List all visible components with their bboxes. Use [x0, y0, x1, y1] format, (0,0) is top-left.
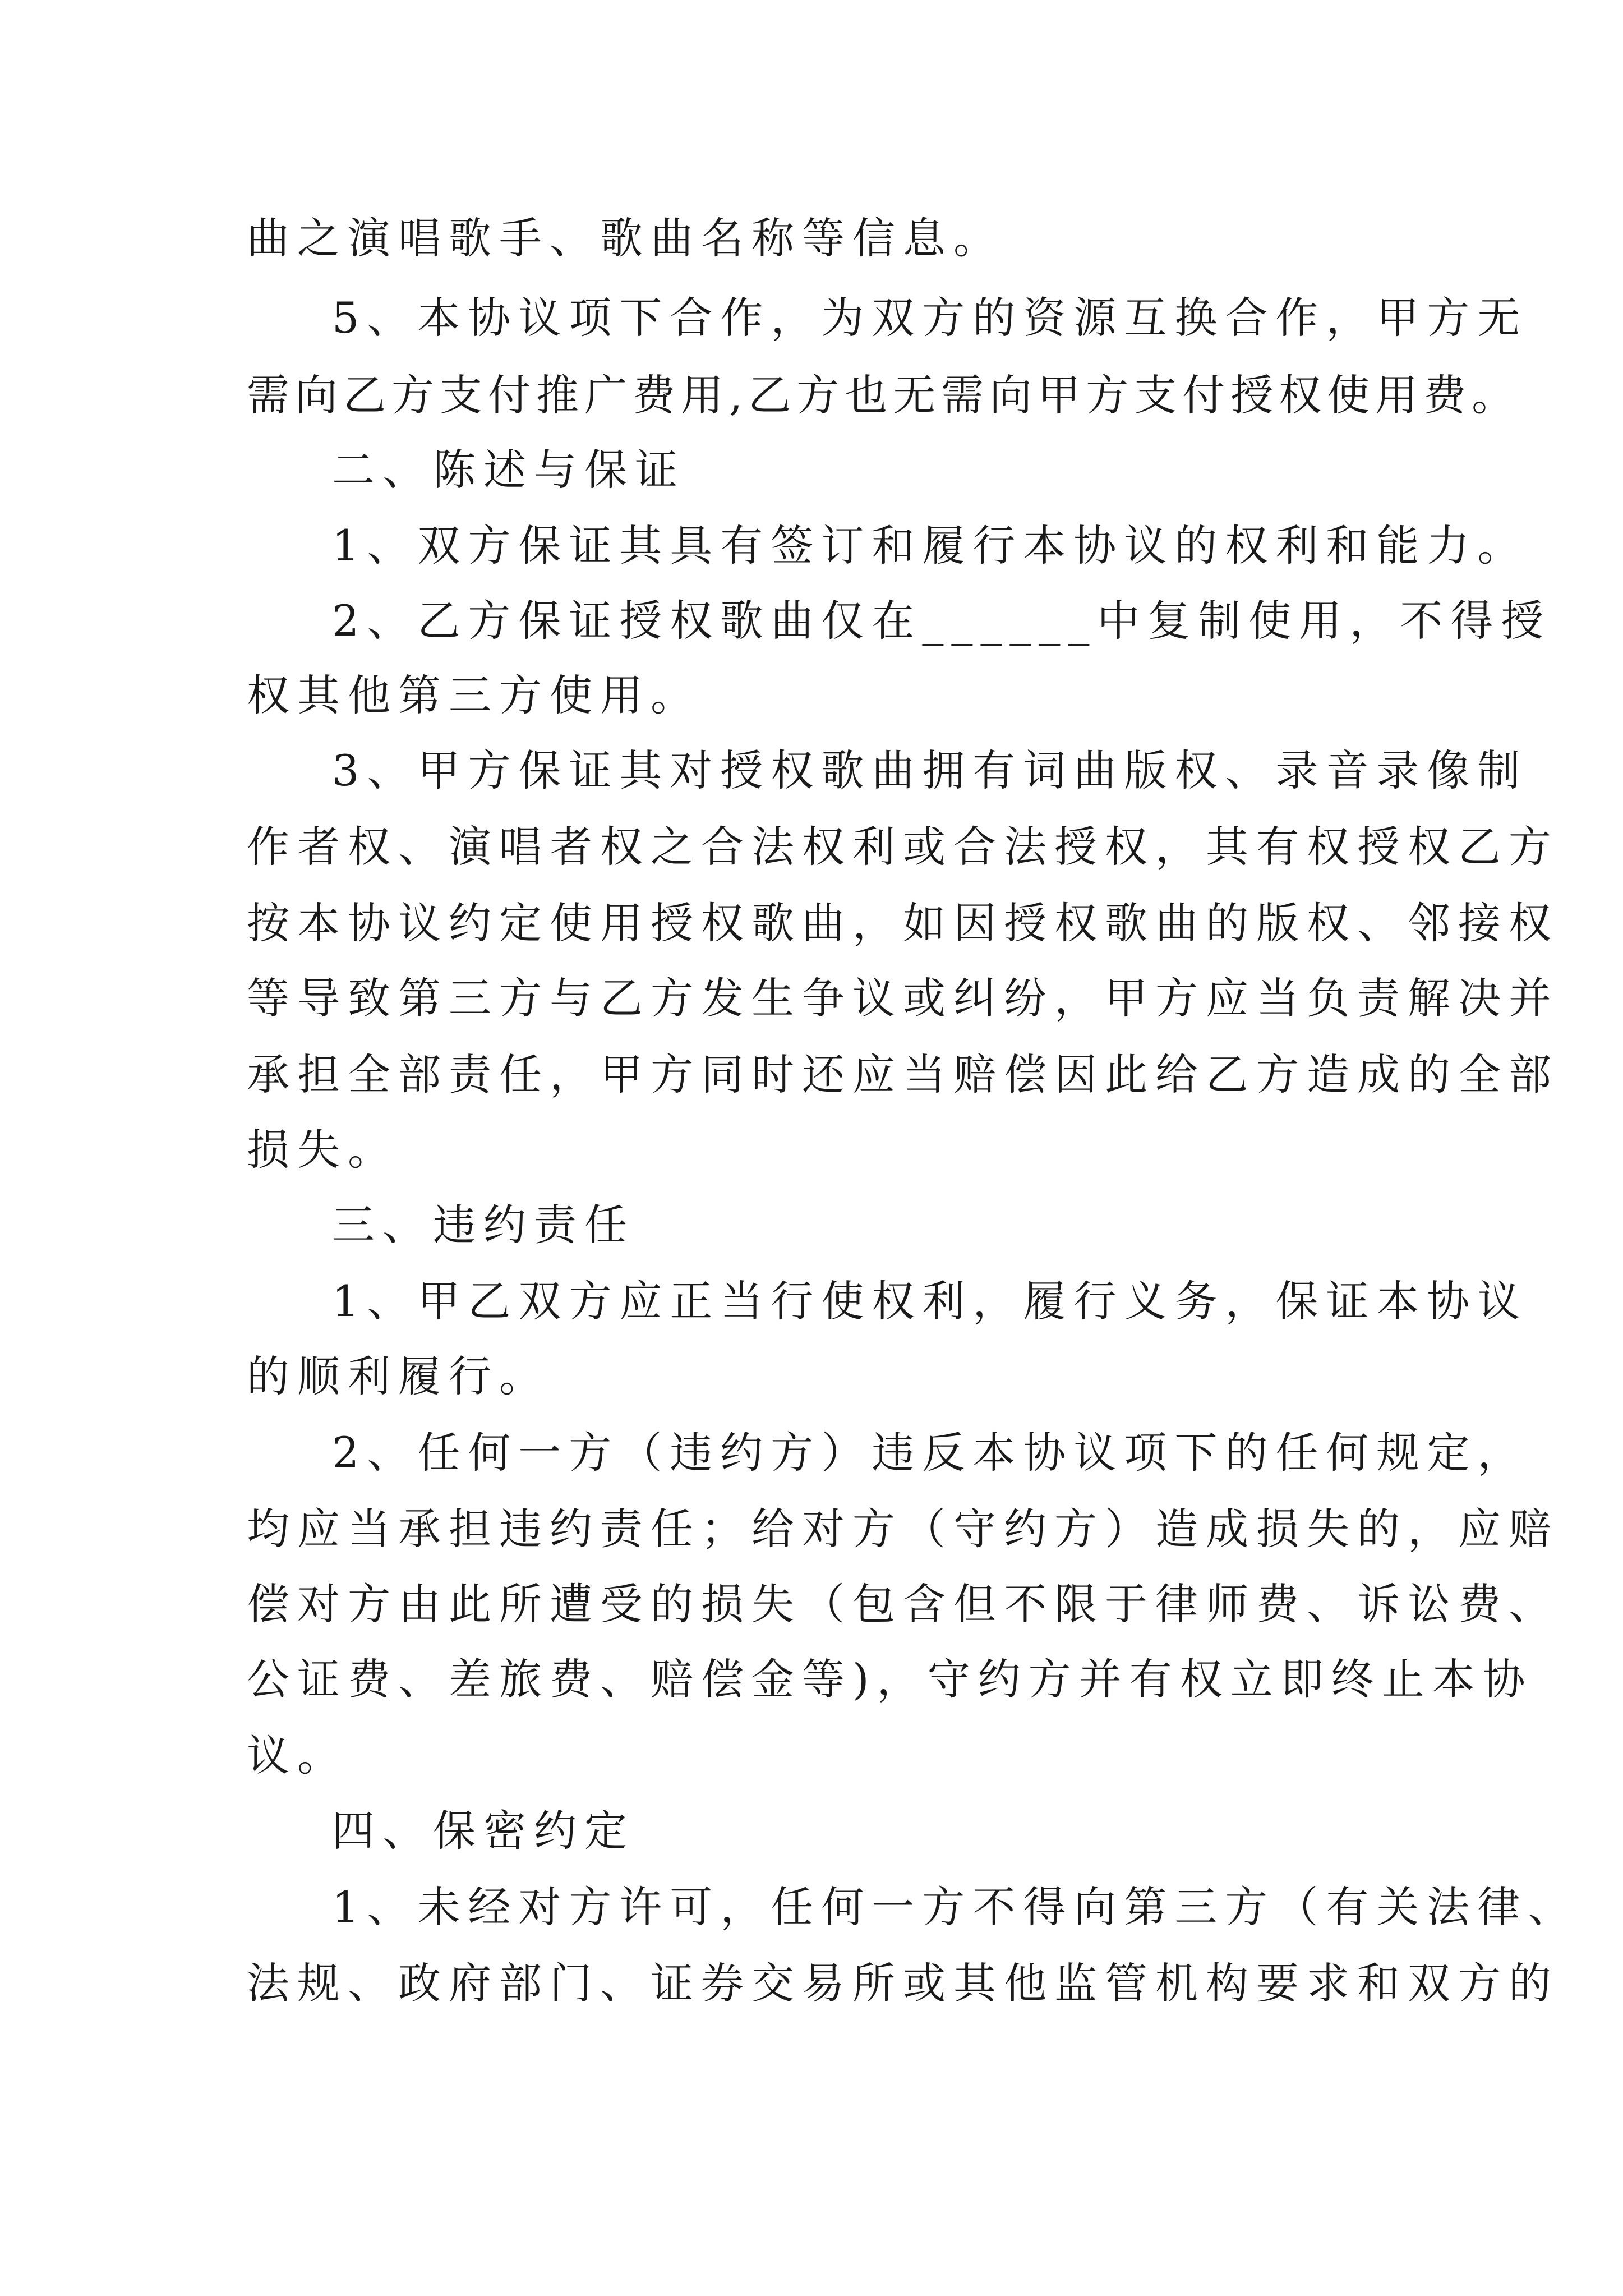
text-line: 均应当承担违约责任；给对方（守约方）造成损失的，应赔: [247, 1504, 1559, 1554]
section-heading-4: 四、保密约定: [332, 1806, 635, 1856]
text-line: 需向乙方支付推广费用,乙方也无需向甲方支付授权使用费。: [247, 370, 1520, 420]
text-line: 曲之演唱歌手、歌曲名称等信息。: [247, 213, 1004, 263]
clause-3-1-line: 1、甲乙双方应正当行使权利，履行义务，保证本协议: [332, 1276, 1528, 1326]
section-heading-2: 二、陈述与保证: [332, 445, 685, 495]
clause-4-1-line: 1、未经对方许可，任何一方不得向第三方（有关法律、: [332, 1882, 1579, 1932]
text-line: 议。: [247, 1731, 348, 1780]
text-line: 承担全部责任，甲方同时还应当赔偿因此给乙方造成的全部: [247, 1050, 1559, 1099]
text-line: 损失。: [247, 1125, 398, 1175]
text-line: 权其他第三方使用。: [247, 670, 701, 720]
text-line: 作者权、演唱者权之合法权利或合法授权，其有权授权乙方: [247, 822, 1559, 872]
text-line: 按本协议约定使用授权歌曲，如因授权歌曲的版权、邻接权: [247, 898, 1559, 948]
clause-2-1-line: 1、双方保证其具有签订和履行本协议的权利和能力。: [332, 521, 1528, 570]
text-line: 偿对方由此所遭受的损失（包含但不限于律师费、诉讼费、: [247, 1579, 1559, 1629]
clause-2-3-line: 3、甲方保证其对授权歌曲拥有词曲版权、录音录像制: [332, 746, 1528, 795]
text-line: 的顺利履行。: [247, 1351, 550, 1401]
clause-3-2-line: 2、任何一方（违约方）违反本协议项下的任何规定，: [332, 1428, 1528, 1478]
section-heading-3: 三、违约责任: [332, 1200, 635, 1250]
text-line: 公证费、差旅费、赔偿金等)，守约方并有权立即终止本协: [247, 1654, 1533, 1704]
text-line: 等导致第三方与乙方发生争议或纠纷，甲方应当负责解决并: [247, 973, 1559, 1023]
clause-5-line: 5、本协议项下合作，为双方的资源互换合作，甲方无: [332, 293, 1528, 343]
clause-2-2-line: 2、乙方保证授权歌曲仅在______中复制使用，不得授: [332, 596, 1552, 646]
text-line: 法规、政府部门、证券交易所或其他监管机构要求和双方的: [247, 1958, 1559, 2008]
